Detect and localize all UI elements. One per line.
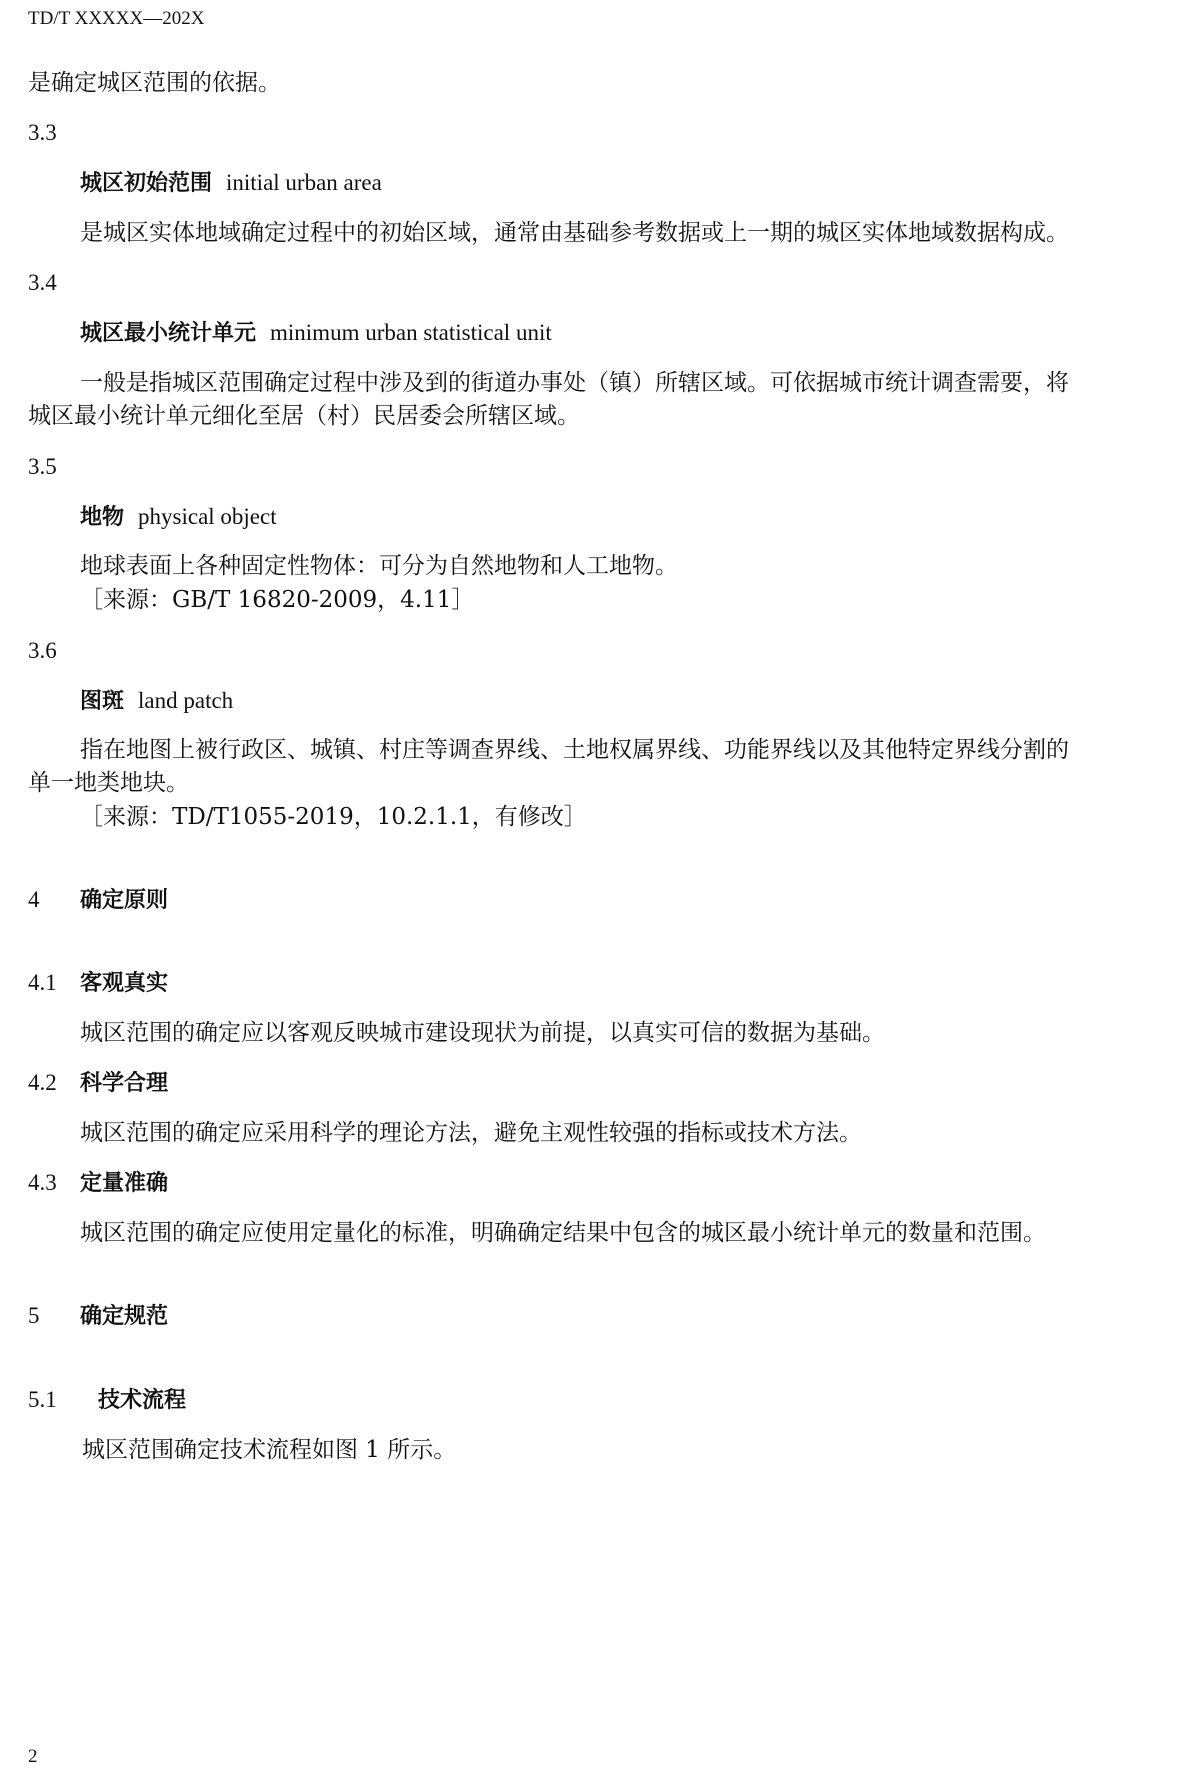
heading-number: 4.1 [28,970,57,995]
heading-text: 确定原则 [80,888,169,913]
heading-text: 确定规范 [80,1304,169,1329]
heading-number: 4.3 [28,1170,57,1195]
definition-3-6-line1: 指在地图上被行政区、城镇、村庄等调查界线、土地权属界线、功能界线以及其他特定界线分割的 [80,737,1069,763]
term-english: land patch [138,688,234,713]
heading-text: 定量准确 [80,1171,169,1196]
term-3-5 [80,502,277,533]
section-heading-4-3 [28,1168,168,1199]
section-heading-4 [28,885,168,916]
paragraph-4-1: 城区范围的确定应以客观反映城市建设现状为前提，以真实可信的数据为基础。 [80,1020,885,1046]
definition-3-4-line1: 一般是指城区范围确定过程中涉及到的街道办事处（镇）所辖区域。可依据城市统计调查需要，将 [80,370,1069,396]
heading-number: 5.1 [28,1387,57,1412]
term-number-3-4: 3.4 [28,270,57,295]
term-number-3-3: 3.3 [28,120,57,145]
heading-number: 4 [28,887,40,912]
term-english: physical object [138,504,277,529]
heading-number: 5 [28,1303,40,1328]
paragraph-4-3: 城区范围的确定应使用定量化的标准，明确确定结果中包含的城区最小统计单元的数量和范围。 [80,1220,1046,1246]
paragraph-line: 是确定城区范围的依据。 [28,70,281,96]
section-heading-4-2 [28,1068,168,1099]
term-chinese: 图斑 [80,689,125,714]
definition-3-3: 是城区实体地域确定过程中的初始区域，通常由基础参考数据或上一期的城区实体地域数据构成。 [80,220,1069,246]
term-number-3-6: 3.6 [28,638,57,663]
definition-3-4-line2: 城区最小统计单元细化至居（村）民居委会所辖区域。 [28,403,580,429]
term-english: minimum urban statistical unit [270,320,552,345]
document-code-header: TD/T XXXXX—202X [28,8,205,29]
term-3-3 [80,168,382,199]
definition-3-5: 地球表面上各种固定性物体：可分为自然地物和人工地物。 [80,553,678,579]
term-english: initial urban area [226,170,382,195]
term-chinese: 城区最小统计单元 [80,321,257,346]
section-heading-5 [28,1301,168,1332]
heading-number: 4.2 [28,1070,57,1095]
source-3-6: ［来源：TD/T1055-2019，10.2.1.1，有修改］ [80,804,587,830]
definition-3-6-line2: 单一地类地块。 [28,770,189,796]
heading-text: 科学合理 [80,1071,169,1096]
term-number-3-5: 3.5 [28,454,57,479]
source-3-5: ［来源：GB/T 16820-2009，4.11］ [80,587,475,613]
term-chinese: 地物 [80,505,125,530]
term-chinese: 城区初始范围 [80,171,213,196]
heading-text: 技术流程 [98,1388,187,1413]
term-3-6 [80,686,233,717]
section-heading-4-1 [28,968,168,999]
paragraph-4-2: 城区范围的确定应采用科学的理论方法，避免主观性较强的指标或技术方法。 [80,1120,862,1146]
section-heading-5-1 [28,1385,186,1416]
paragraph-5-1: 城区范围确定技术流程如图 1 所示。 [82,1437,457,1463]
page-number: 2 [28,1746,38,1767]
term-3-4 [80,318,552,349]
heading-text: 客观真实 [80,971,169,996]
